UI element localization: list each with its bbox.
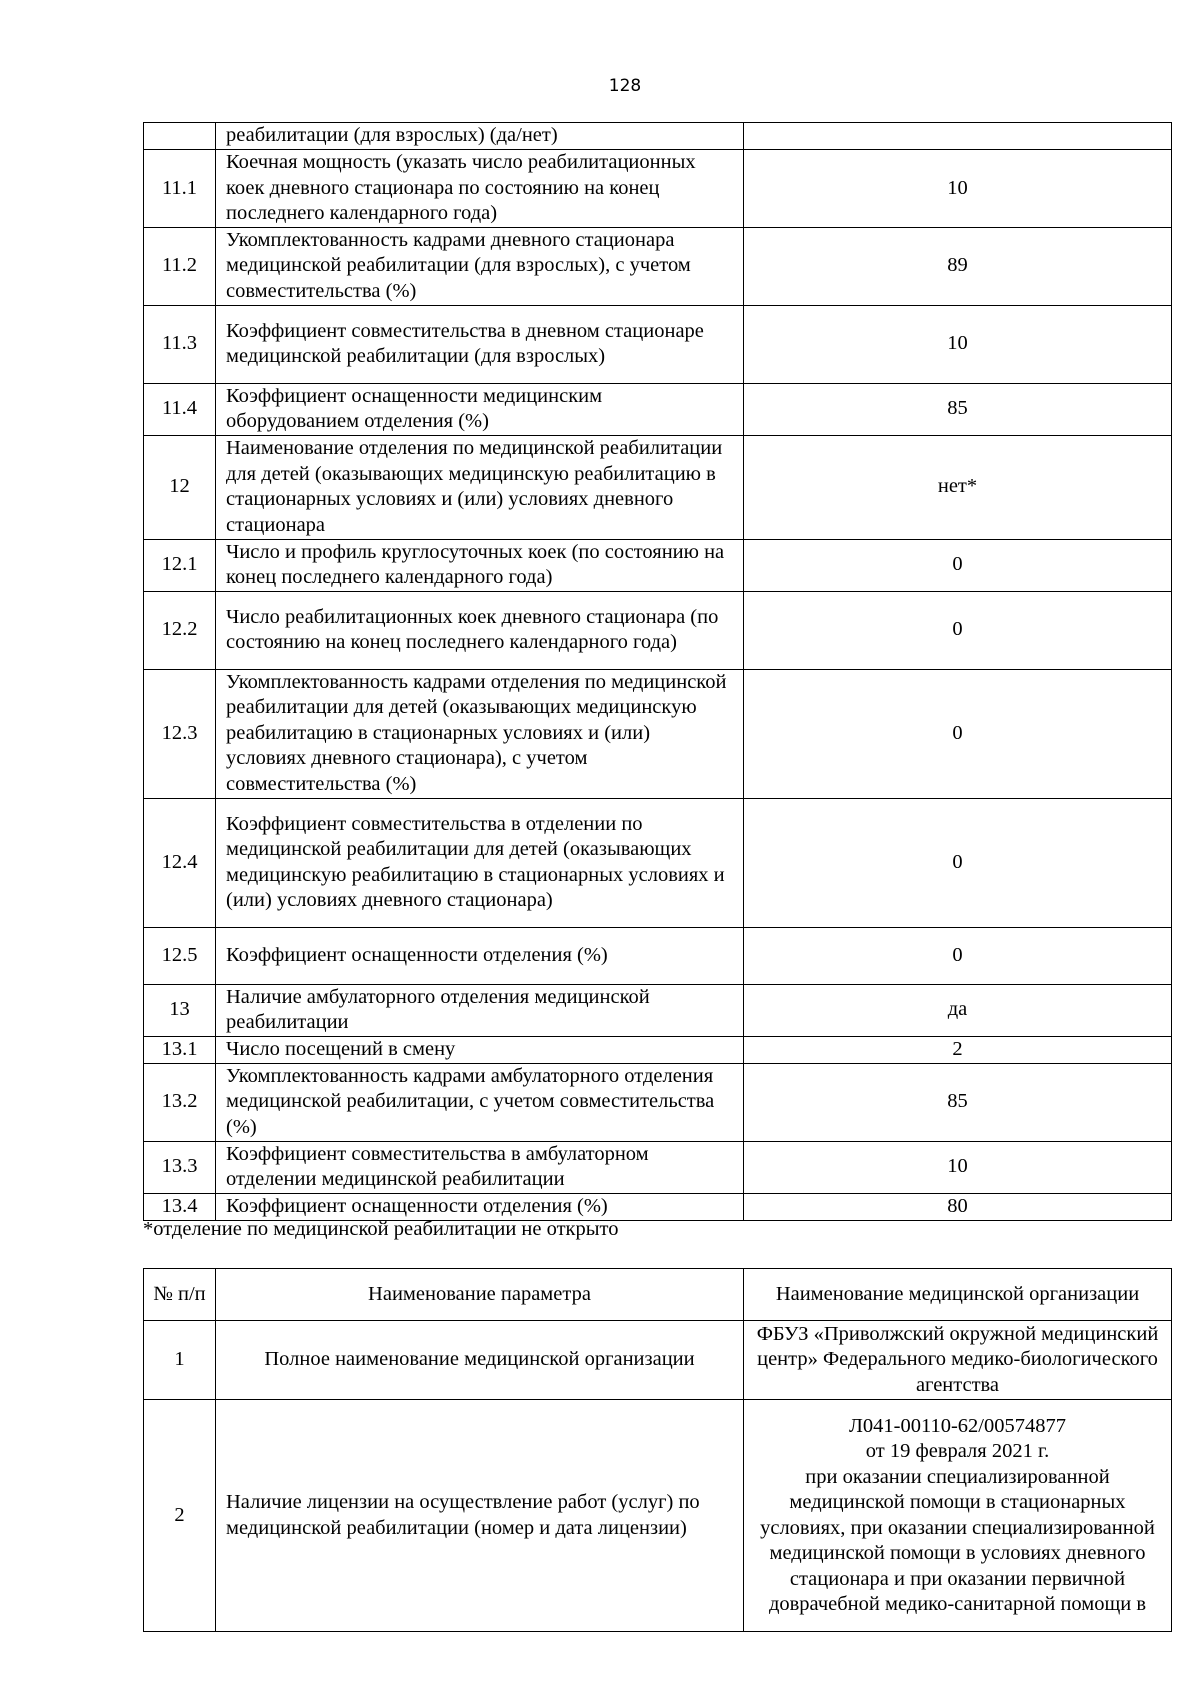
row-number: 12.2 xyxy=(144,591,216,669)
row-value xyxy=(744,123,1172,150)
row-parameter: Коечная мощность (указать число реабилитационных коек дневного стационара по состоянию на конец последнего календарного года) xyxy=(216,150,744,228)
row-number: 13.4 xyxy=(144,1193,216,1220)
row-value: 10 xyxy=(744,1141,1172,1193)
table-header-row xyxy=(144,1269,1172,1321)
row-parameter: Коэффициент совместительства в отделении по медицинской реабилитации для детей (оказывающих медицинскую реабилитацию в стационарных условиях и (или) условиях дневного стационара) xyxy=(216,798,744,927)
row-number: 11.4 xyxy=(144,383,216,435)
row-parameter: Наличие амбулаторного отделения медицинской реабилитации xyxy=(216,984,744,1036)
row-number: 12.3 xyxy=(144,669,216,798)
row-value: ФБУЗ «Приволжский окружной медицинский центр» Федерального медико-биологического агентства xyxy=(744,1321,1172,1400)
rehabilitation-parameters-table xyxy=(143,122,1172,1221)
value-line: при оказании специализированной медицинской помощи в стационарных условиях, при оказании специализированной медицинской помощи в условиях дневного стационара и при оказании первичной доврачебной медико-санитарной помощи в xyxy=(760,1465,1155,1615)
row-number: 11.3 xyxy=(144,305,216,383)
row-parameter: Число реабилитационных коек дневного стационара (по состоянию на конец последнего календарного года) xyxy=(216,591,744,669)
header-num: № п/п xyxy=(144,1269,216,1321)
table-row xyxy=(144,798,1172,927)
row-value: нет* xyxy=(744,435,1172,539)
row-number xyxy=(144,123,216,150)
table-row xyxy=(144,539,1172,591)
table-row xyxy=(144,1063,1172,1141)
table-row xyxy=(144,150,1172,228)
footnote: *отделение по медицинской реабилитации не открыто xyxy=(143,1218,619,1240)
value-line: от 19 февраля 2021 г. xyxy=(865,1440,1050,1462)
row-parameter: Укомплектованность кадрами амбулаторного отделения медицинской реабилитации, с учетом совместительства (%) xyxy=(216,1063,744,1141)
table-row xyxy=(144,927,1172,984)
row-value: 2 xyxy=(744,1036,1172,1063)
header-param: Наименование параметра xyxy=(216,1269,744,1321)
page-number: 128 xyxy=(608,76,642,96)
row-value: 80 xyxy=(744,1193,1172,1220)
row-parameter: Коэффициент совместительства в амбулаторном отделении медицинской реабилитации xyxy=(216,1141,744,1193)
row-number: 12.1 xyxy=(144,539,216,591)
header-org: Наименование медицинской организации xyxy=(744,1269,1172,1321)
row-value: 0 xyxy=(744,798,1172,927)
table-row xyxy=(144,305,1172,383)
row-number: 11.1 xyxy=(144,150,216,228)
row-value: 89 xyxy=(744,227,1172,305)
table-row xyxy=(144,383,1172,435)
row-number: 13.3 xyxy=(144,1141,216,1193)
row-value: да xyxy=(744,984,1172,1036)
row-parameter: реабилитации (для взрослых) (да/нет) xyxy=(216,123,744,150)
table-row xyxy=(144,1193,1172,1220)
table-row xyxy=(144,1321,1172,1400)
row-value xyxy=(744,1400,1172,1632)
row-number: 13.1 xyxy=(144,1036,216,1063)
row-parameter: Коэффициент совместительства в дневном стационаре медицинской реабилитации (для взрослых) xyxy=(216,305,744,383)
row-value: 10 xyxy=(744,150,1172,228)
table-row xyxy=(144,123,1172,150)
row-value: 0 xyxy=(744,927,1172,984)
row-parameter: Наименование отделения по медицинской реабилитации для детей (оказывающих медицинскую реабилитацию в стационарных условиях и (или) условиях дневного стационара xyxy=(216,435,744,539)
row-value: 0 xyxy=(744,669,1172,798)
row-number: 12.5 xyxy=(144,927,216,984)
table-row xyxy=(144,1036,1172,1063)
organization-info-table xyxy=(143,1268,1172,1632)
row-parameter: Укомплектованность кадрами отделения по медицинской реабилитации для детей (оказывающих медицинскую реабилитацию в стационарных условиях и (или) условиях дневного стационара), с учетом совместительства (%) xyxy=(216,669,744,798)
table-row xyxy=(144,435,1172,539)
table-row xyxy=(144,1141,1172,1193)
table-row xyxy=(144,984,1172,1036)
table-row xyxy=(144,227,1172,305)
table-row xyxy=(144,1400,1172,1632)
row-value: 85 xyxy=(744,383,1172,435)
row-number: 11.2 xyxy=(144,227,216,305)
row-value: 10 xyxy=(744,305,1172,383)
row-number: 12 xyxy=(144,435,216,539)
row-number: 1 xyxy=(144,1321,216,1400)
row-value: 0 xyxy=(744,591,1172,669)
row-number: 13 xyxy=(144,984,216,1036)
row-value: 85 xyxy=(744,1063,1172,1141)
table-row xyxy=(144,669,1172,798)
row-parameter: Укомплектованность кадрами дневного стационара медицинской реабилитации (для взрослых), с учетом совместительства (%) xyxy=(216,227,744,305)
row-number: 2 xyxy=(144,1400,216,1632)
row-number: 13.2 xyxy=(144,1063,216,1141)
row-parameter: Коэффициент оснащенности отделения (%) xyxy=(216,927,744,984)
row-parameter: Наличие лицензии на осуществление работ (услуг) по медицинской реабилитации (номер и дата лицензии) xyxy=(216,1400,744,1632)
row-number: 12.4 xyxy=(144,798,216,927)
row-parameter: Число и профиль круглосуточных коек (по состоянию на конец последнего календарного года) xyxy=(216,539,744,591)
row-parameter: Коэффициент оснащенности медицинским оборудованием отделения (%) xyxy=(216,383,744,435)
row-parameter: Коэффициент оснащенности отделения (%) xyxy=(216,1193,744,1220)
row-parameter: Полное наименование медицинской организации xyxy=(216,1321,744,1400)
row-parameter: Число посещений в смену xyxy=(216,1036,744,1063)
table-row xyxy=(144,591,1172,669)
row-value: 0 xyxy=(744,539,1172,591)
value-line: Л041-00110-62/00574877 xyxy=(849,1414,1066,1437)
